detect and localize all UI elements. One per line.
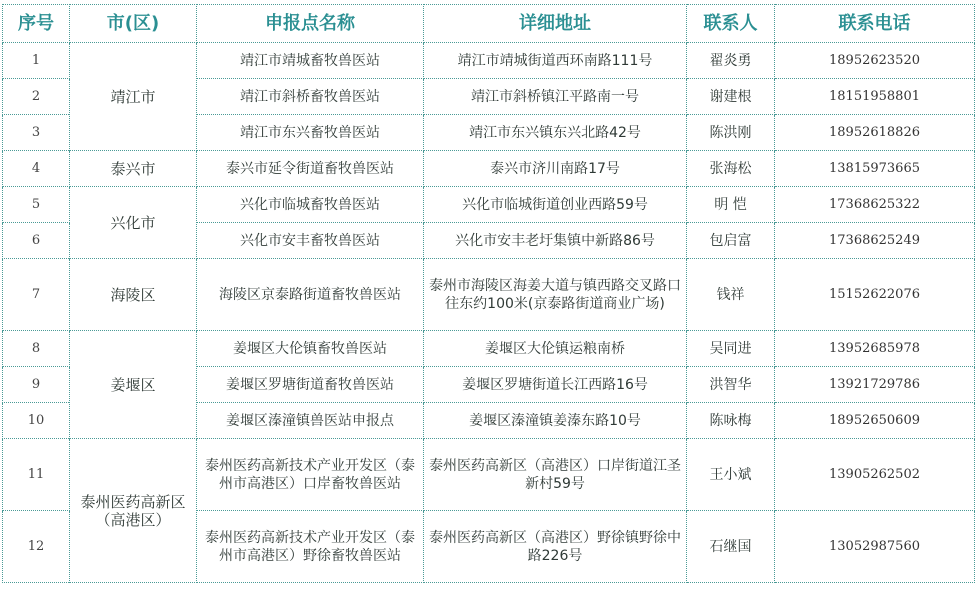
row-no: 6 (3, 223, 70, 259)
row-phone: 18952618826 (775, 115, 975, 151)
row-name: 姜堰区大伦镇畜牧兽医站 (197, 331, 424, 367)
row-phone: 15152622076 (775, 259, 975, 331)
row-name: 泰兴市延令街道畜牧兽医站 (197, 151, 424, 187)
row-contact: 陈洪刚 (687, 115, 775, 151)
row-phone: 18151958801 (775, 79, 975, 115)
row-phone: 13905262502 (775, 439, 975, 511)
row-no: 2 (3, 79, 70, 115)
row-contact: 谢建根 (687, 79, 775, 115)
row-address: 姜堰区溱潼镇姜溱东路10号 (424, 403, 687, 439)
row-city: 泰州医药高新区（高港区） (70, 439, 197, 583)
table-row (3, 43, 975, 79)
row-name: 兴化市安丰畜牧兽医站 (197, 223, 424, 259)
row-contact: 王小斌 (687, 439, 775, 511)
table-row (3, 187, 975, 223)
row-city: 泰兴市 (70, 151, 197, 187)
row-no: 8 (3, 331, 70, 367)
row-contact: 包启富 (687, 223, 775, 259)
row-name: 泰州医药高新技术产业开发区（泰州市高港区）野徐畜牧兽医站 (197, 511, 424, 583)
row-contact: 张海松 (687, 151, 775, 187)
table-row (3, 439, 975, 511)
header-contact: 联系人 (687, 5, 775, 43)
station-table (2, 4, 975, 583)
row-phone: 13052987560 (775, 511, 975, 583)
row-no: 3 (3, 115, 70, 151)
row-address: 靖江市靖城街道西环南路111号 (424, 43, 687, 79)
row-no: 10 (3, 403, 70, 439)
row-name: 靖江市斜桥畜牧兽医站 (197, 79, 424, 115)
row-contact: 吴同进 (687, 331, 775, 367)
row-address: 靖江市斜桥镇江平路南一号 (424, 79, 687, 115)
row-address: 靖江市东兴镇东兴北路42号 (424, 115, 687, 151)
row-contact: 明 恺 (687, 187, 775, 223)
header-address: 详细地址 (424, 5, 687, 43)
table-header-row (3, 5, 975, 43)
row-address: 姜堰区大伦镇运粮南桥 (424, 331, 687, 367)
row-city: 靖江市 (70, 43, 197, 151)
row-phone: 13921729786 (775, 367, 975, 403)
row-phone: 17368625322 (775, 187, 975, 223)
row-name: 兴化市临城畜牧兽医站 (197, 187, 424, 223)
row-no: 4 (3, 151, 70, 187)
row-address: 泰州医药高新区（高港区）口岸街道江圣新村59号 (424, 439, 687, 511)
row-contact: 石继国 (687, 511, 775, 583)
row-name: 海陵区京泰路街道畜牧兽医站 (197, 259, 424, 331)
row-phone: 13952685978 (775, 331, 975, 367)
row-contact: 钱祥 (687, 259, 775, 331)
row-city: 海陵区 (70, 259, 197, 331)
row-no: 9 (3, 367, 70, 403)
row-no: 1 (3, 43, 70, 79)
row-address: 姜堰区罗塘街道长江西路16号 (424, 367, 687, 403)
header-name: 申报点名称 (197, 5, 424, 43)
header-phone: 联系电话 (775, 5, 975, 43)
row-name: 姜堰区溱潼镇兽医站申报点 (197, 403, 424, 439)
table-row (3, 331, 975, 367)
row-contact: 陈咏梅 (687, 403, 775, 439)
row-no: 12 (3, 511, 70, 583)
row-address: 泰州医药高新区（高港区）野徐镇野徐中路226号 (424, 511, 687, 583)
row-address: 兴化市安丰老圩集镇中新路86号 (424, 223, 687, 259)
row-no: 7 (3, 259, 70, 331)
row-contact: 翟炎勇 (687, 43, 775, 79)
row-no: 11 (3, 439, 70, 511)
table-row (3, 151, 975, 187)
row-no: 5 (3, 187, 70, 223)
header-city: 市(区) (70, 5, 197, 43)
row-name: 泰州医药高新技术产业开发区（泰州市高港区）口岸畜牧兽医站 (197, 439, 424, 511)
row-phone: 18952623520 (775, 43, 975, 79)
row-address: 泰州市海陵区海姜大道与镇西路交叉路口往东约100米(京泰路街道商业广场) (424, 259, 687, 331)
row-address: 泰兴市济川南路17号 (424, 151, 687, 187)
table-row (3, 259, 975, 331)
row-phone: 17368625249 (775, 223, 975, 259)
row-contact: 洪智华 (687, 367, 775, 403)
row-name: 靖江市东兴畜牧兽医站 (197, 115, 424, 151)
row-city: 兴化市 (70, 187, 197, 259)
header-no: 序号 (3, 5, 70, 43)
row-phone: 13815973665 (775, 151, 975, 187)
row-name: 姜堰区罗塘街道畜牧兽医站 (197, 367, 424, 403)
row-name: 靖江市靖城畜牧兽医站 (197, 43, 424, 79)
row-city: 姜堰区 (70, 331, 197, 439)
row-address: 兴化市临城街道创业西路59号 (424, 187, 687, 223)
row-phone: 18952650609 (775, 403, 975, 439)
